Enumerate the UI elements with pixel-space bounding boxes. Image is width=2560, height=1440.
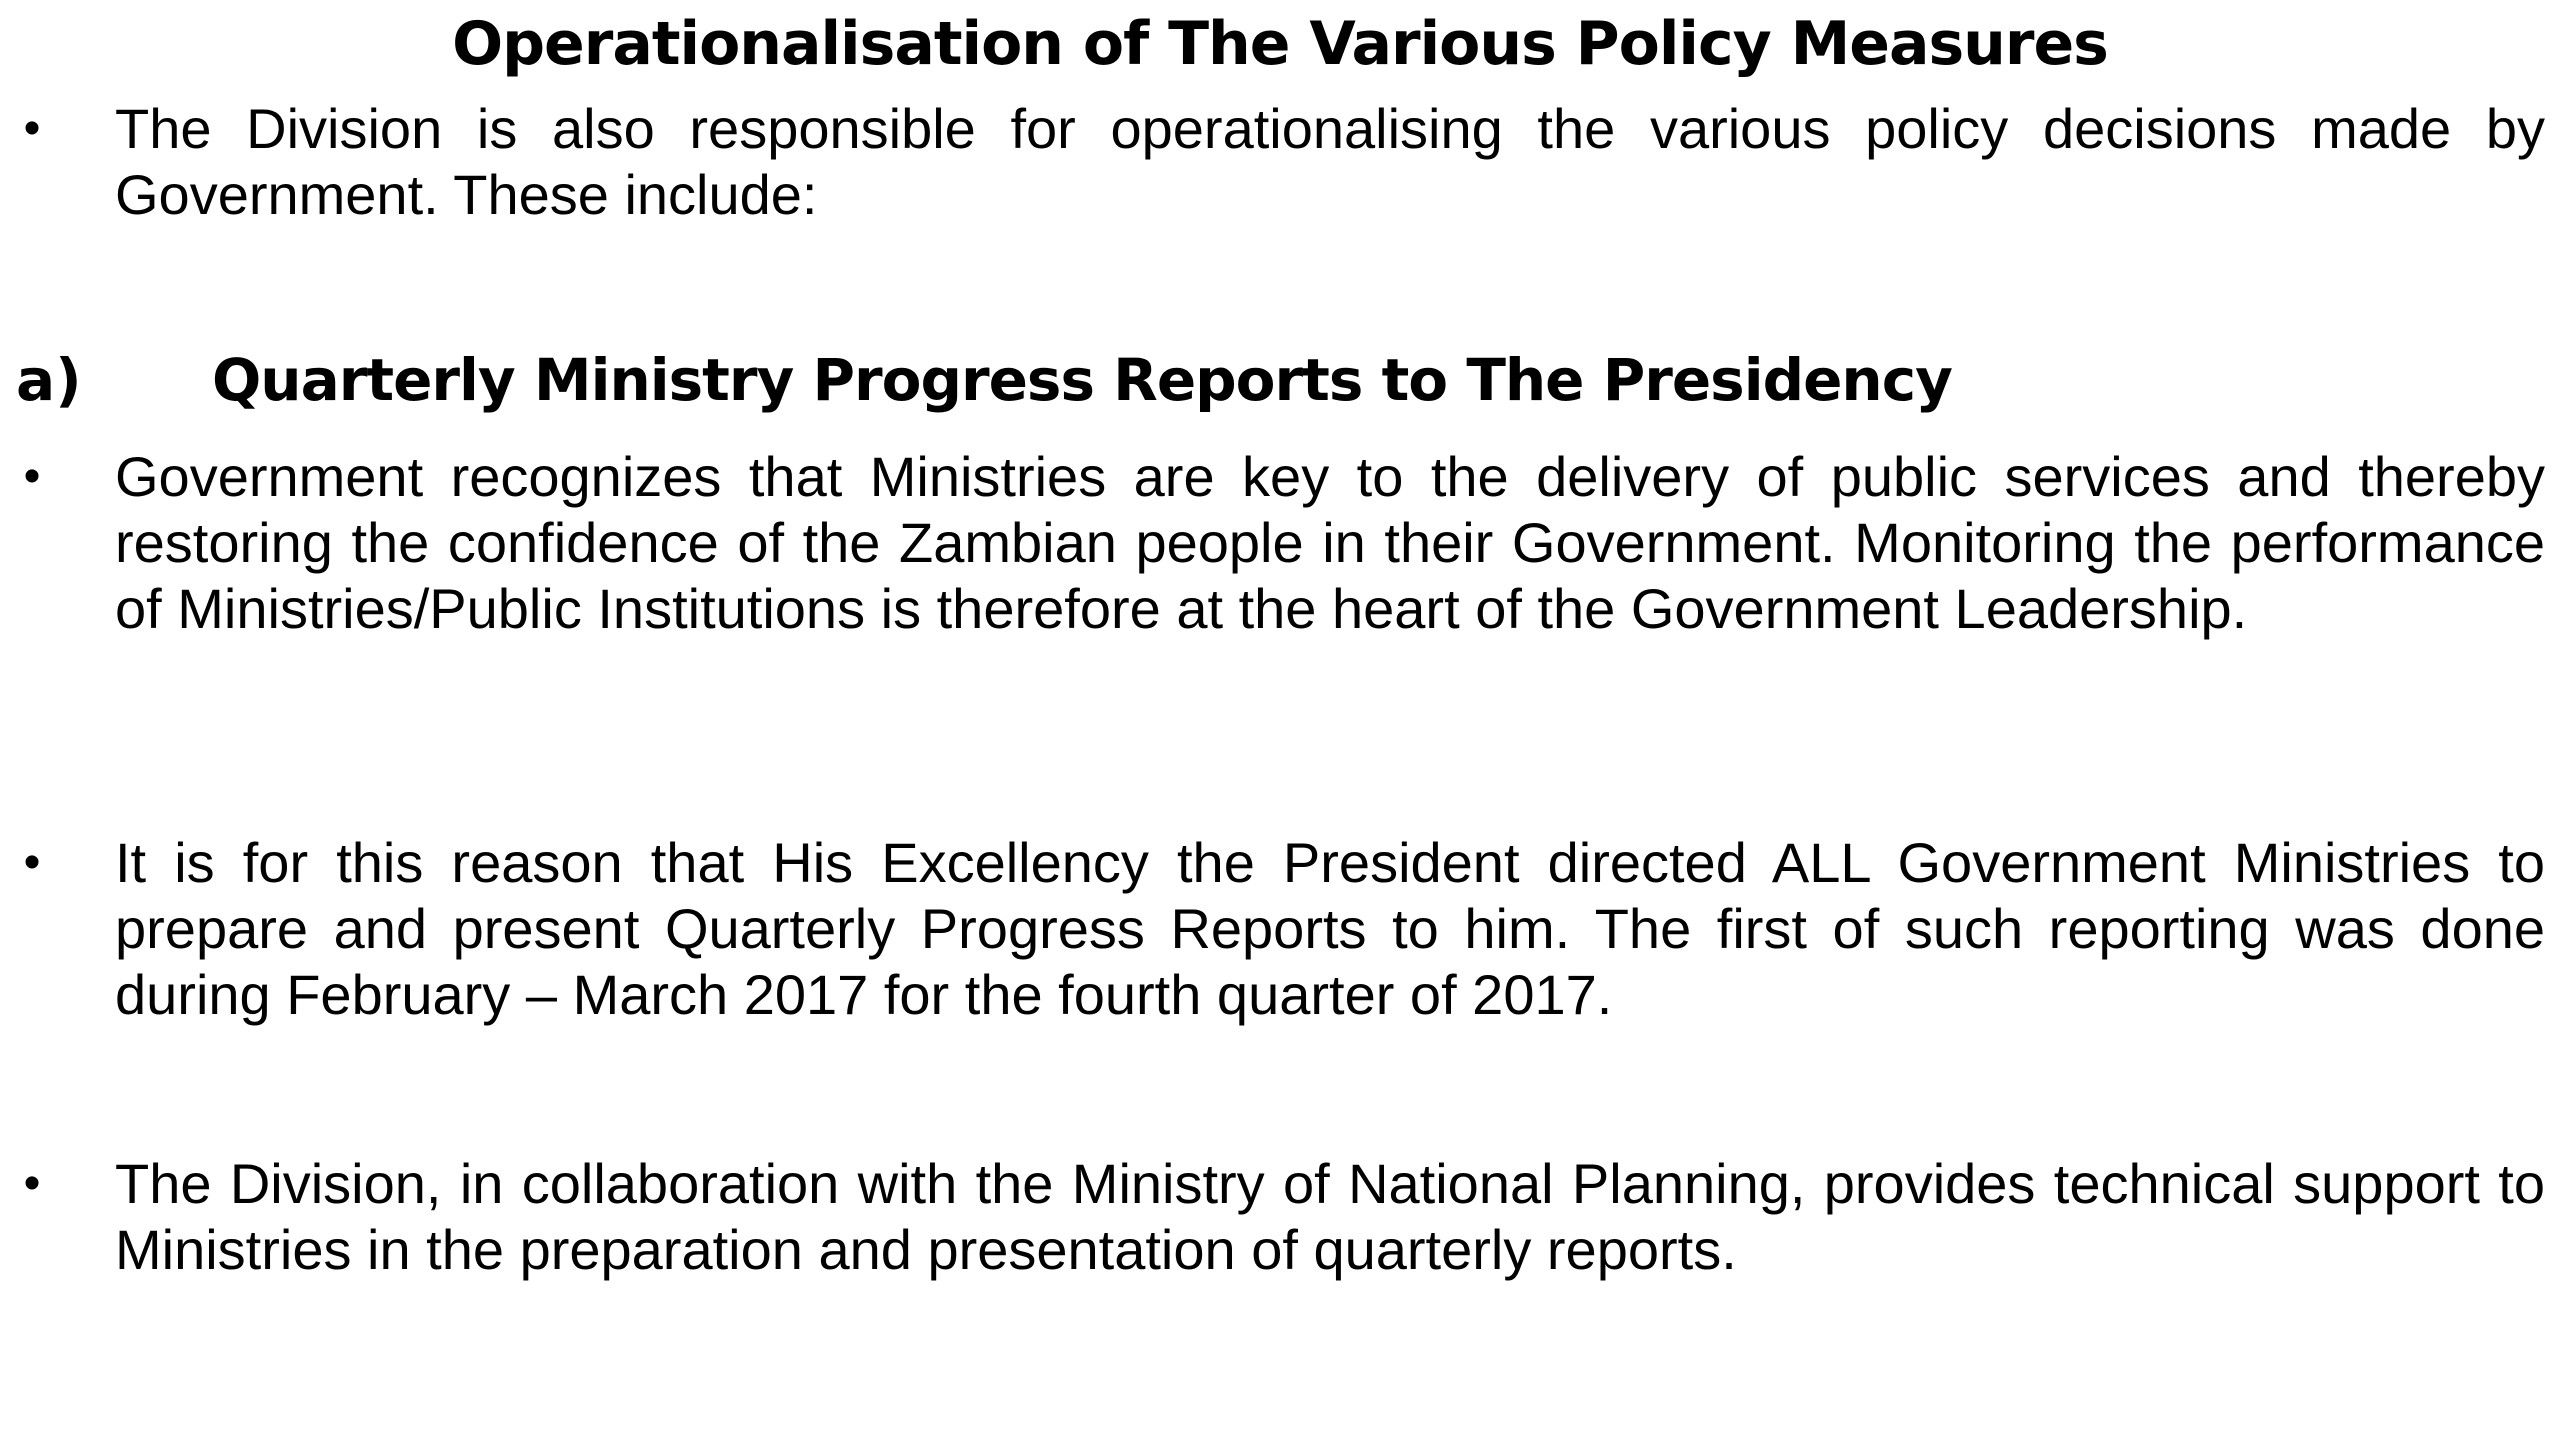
bullet-icon: • <box>23 450 41 503</box>
slide-title: Operationalisation of The Various Policy Measures <box>452 9 2108 79</box>
bullet-text: It is for this reason that His Excellency the President directed ALL Government Ministries to prepare and present Quarterly Progress Reports to him. The first of such reporting was done during February – March 2017 for the fourth quarter of 2017. <box>115 831 2545 1026</box>
bullet-icon: • <box>23 836 41 889</box>
section-marker: a) <box>16 346 82 414</box>
bullet-text: The Division, in collaboration with the Ministry of National Planning, provides technical support to Ministries in the preparation and presentation of quarterly reports. <box>115 1152 2545 1281</box>
bullet-icon: • <box>23 1157 41 1210</box>
section-heading: Quarterly Ministry Progress Reports to The Presidency <box>212 346 1952 414</box>
bullet-text: Government recognizes that Ministries are key to the delivery of public services and thereby restoring the confidence of the Zambian people in their Government. Monitoring the performance of Ministries/Public Institutions is therefore at the heart of the Government Leadership. <box>115 445 2545 640</box>
intro-bullet-text: The Division is also responsible for operationalising the various policy decisions made by Government. These include: <box>115 97 2545 226</box>
bullet-icon: • <box>23 102 41 155</box>
